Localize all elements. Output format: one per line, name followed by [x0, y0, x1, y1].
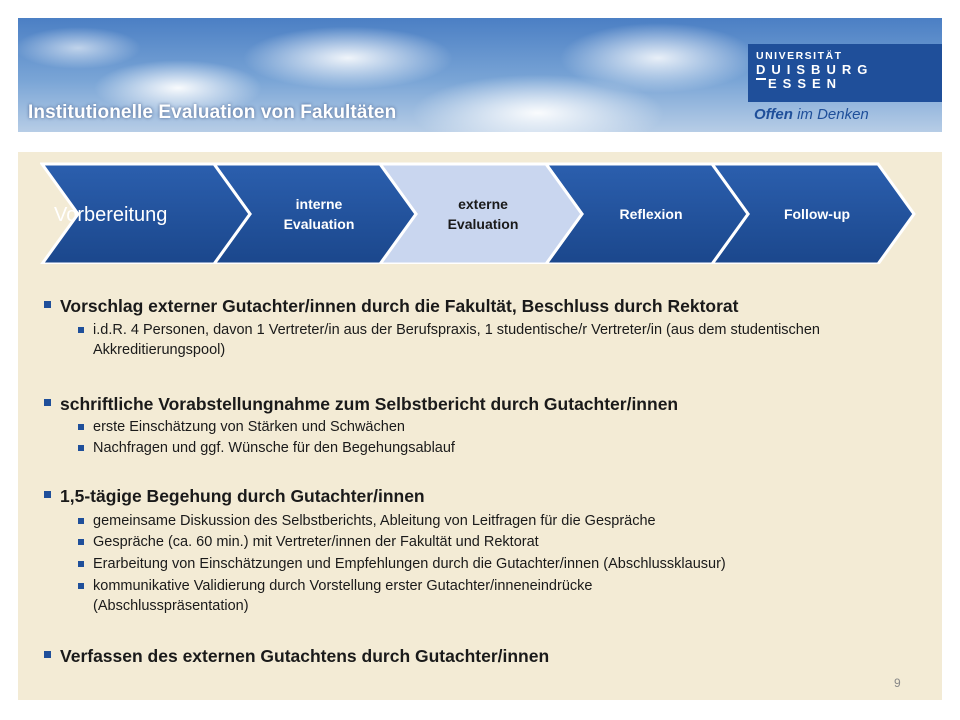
bullet-text: schriftliche Vorabstellungnahme zum Selbstbericht durch Gutachter/innen [60, 394, 679, 414]
bullet-square-icon [78, 327, 84, 333]
logo-text-universitaet: UNIVERSITÄT [756, 50, 843, 62]
bullet-text: 1,5-tägige Begehung durch Gutachter/innen [60, 486, 425, 506]
step-label-line: Evaluation [447, 216, 519, 232]
sub-bullet-item [93, 511, 913, 531]
step-label-line: interne [295, 196, 343, 212]
bullet-item [60, 394, 678, 415]
sub-bullet-item [93, 320, 913, 360]
sub-bullet-item [93, 532, 913, 552]
step-label-externe-evaluation [418, 194, 548, 234]
bullet-item [60, 646, 549, 667]
logo-slogan [754, 106, 869, 123]
sub-bullet-text: i.d.R. 4 Personen, davon 1 Vertreter/in aus der Berufspraxis, 1 studentische/r Vertreter/in (aus dem studentischen Akkreditierungspool) [93, 322, 820, 358]
step-label-follow-up: Follow-up [783, 206, 851, 222]
bullet-square-icon [78, 518, 84, 524]
bullet-square-icon [78, 561, 84, 567]
sub-bullet-text: kommunikative Validierung durch Vorstellung erster Gutachter/inneneindrücke (Abschlusspräsentation) [93, 578, 593, 614]
bullet-square-icon [44, 651, 51, 658]
sub-bullet-item [93, 438, 913, 458]
process-chevrons [40, 162, 920, 264]
bullet-square-icon [78, 445, 84, 451]
step-label-line: Evaluation [283, 216, 355, 232]
bullet-text: Vorschlag externer Gutachter/innen durch die Fakultät, Beschluss durch Rektorat [60, 296, 739, 316]
page-title: Institutionelle Evaluation von Fakultäten [28, 102, 397, 123]
sub-bullet-text: Erarbeitung von Einschätzungen und Empfehlungen durch die Gutachter/innen (Abschlussklausur) [93, 556, 726, 572]
sub-bullet-item [93, 576, 693, 616]
content-panel [18, 152, 942, 700]
university-logo [748, 44, 942, 102]
sub-bullet-item [93, 417, 913, 437]
header-banner [18, 18, 942, 132]
step-label-interne-evaluation [254, 194, 384, 234]
bullet-square-icon [78, 539, 84, 545]
bullet-text: Verfassen des externen Gutachtens durch Gutachter/innen [60, 646, 550, 666]
step-label-line: externe [458, 196, 508, 212]
bullet-square-icon [78, 424, 84, 430]
logo-separator [756, 78, 766, 80]
bullet-square-icon [44, 491, 51, 498]
bullet-item [60, 486, 425, 507]
sub-bullet-text: erste Einschätzung von Stärken und Schwächen [93, 419, 405, 435]
sub-bullet-item [93, 554, 913, 574]
slogan-rest: im Denken [792, 106, 869, 123]
step-label-vorbereitung: Vorbereitung [54, 204, 168, 226]
logo-text-duisburg: DUISBURG [756, 62, 874, 77]
logo-text-essen: ESSEN [768, 76, 843, 91]
bullet-square-icon [78, 583, 84, 589]
bullet-square-icon [44, 301, 51, 308]
bullet-square-icon [44, 399, 51, 406]
step-label-reflexion: Reflexion [619, 206, 683, 222]
sub-bullet-text: Nachfragen und ggf. Wünsche für den Begehungsablauf [93, 440, 455, 456]
slogan-bold: Offen [754, 106, 793, 123]
bullet-item [60, 296, 738, 317]
sub-bullet-text: Gespräche (ca. 60 min.) mit Vertreter/innen der Fakultät und Rektorat [93, 534, 539, 550]
sub-bullet-text: gemeinsame Diskussion des Selbstberichts, Ableitung von Leitfragen für die Gespräche [93, 513, 656, 529]
page-number: 9 [894, 676, 901, 690]
